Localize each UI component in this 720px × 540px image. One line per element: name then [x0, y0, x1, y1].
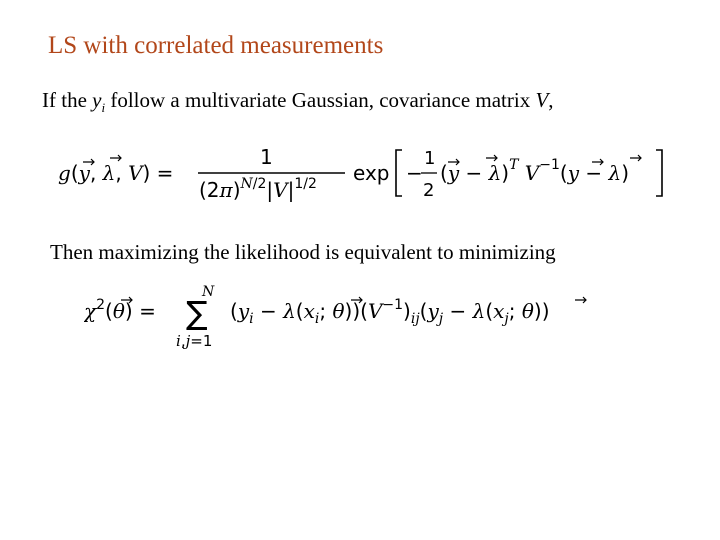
- formula1-denominator: $(2\pi)^N/2|V|^{1/2}$: [199, 176, 317, 202]
- formula2-body: ($y_i - \lambda(x_i$; $\theta))(V^{-1})_{ij}(y_j - \lambda(x_j$; θ)): [230, 297, 550, 327]
- gaussian-formula: [58, 140, 698, 204]
- formula2-lhs: $\chi^2(\theta)$ =: [84, 297, 156, 323]
- formula1-exp: exp: [353, 161, 390, 185]
- slide-title: LS with correlated measurements: [48, 32, 384, 59]
- intro-matrix: V: [535, 88, 549, 112]
- formula1-bracket-body: $(y - \lambda)^T$ $V^{-1}(y - \lambda)$: [440, 157, 630, 185]
- intro-pre: If the: [42, 88, 93, 112]
- sum-upper: N: [202, 284, 215, 300]
- sum-sign: ∑: [186, 294, 208, 332]
- intro-post: ,: [548, 88, 554, 112]
- svg-text:2: 2: [423, 180, 435, 201]
- intro-sub: i: [101, 100, 106, 116]
- intro-var: y: [92, 88, 102, 112]
- intro-mid: follow a multivariate Gaussian, covariance matrix: [105, 88, 536, 112]
- intro-line: [42, 88, 554, 116]
- formula1-lhs: g(y, λ, V) =: [58, 161, 174, 185]
- minimize-line: Then maximizing the likelihood is equivalent to minimizing: [50, 240, 556, 264]
- svg-text:1: 1: [424, 148, 436, 169]
- svg-text:−: −: [406, 161, 423, 185]
- formula1-numerator: 1: [260, 145, 273, 169]
- sum-lower: i,j=1: [176, 332, 213, 350]
- chi-square-formula: [84, 280, 624, 352]
